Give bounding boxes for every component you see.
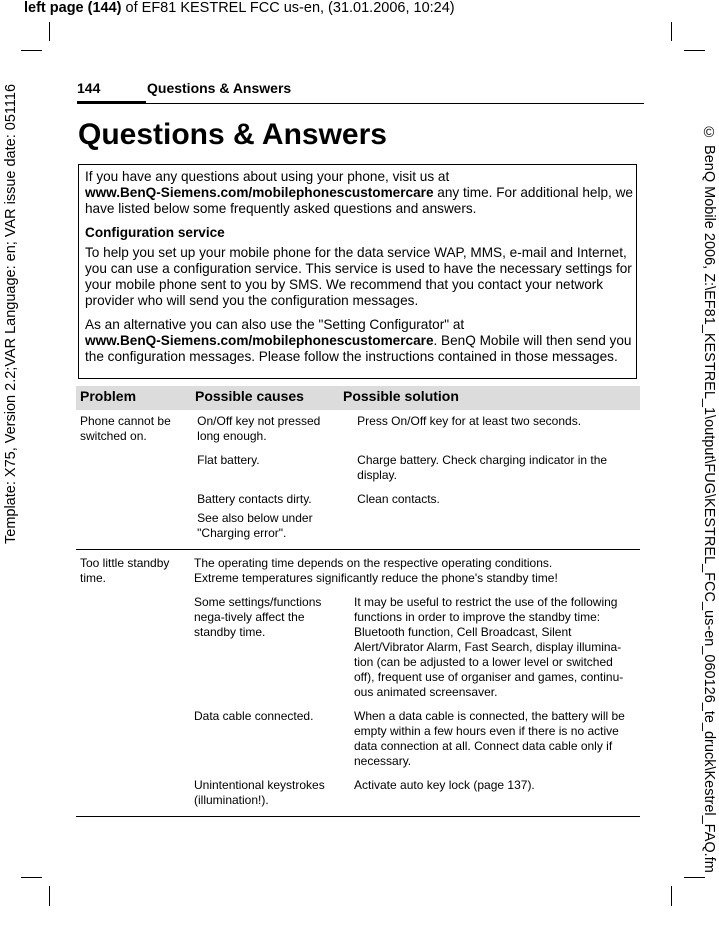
configurator-text: As an alternative you can also use the "Setting Configurator" at	[85, 317, 465, 332]
cause-cell: Battery contacts dirty.	[197, 492, 312, 506]
table-row	[194, 595, 640, 700]
cause-cell: Data cable connected.	[194, 709, 314, 723]
table-group	[76, 550, 640, 808]
crop-mark	[671, 886, 672, 906]
crop-mark	[49, 22, 50, 41]
intro-text: any time. For additional help, we have listed below some frequently asked questions and answers.	[85, 185, 633, 216]
intro-box	[78, 164, 637, 379]
problem-cell: Too little standby time.	[80, 556, 170, 585]
solution-cell	[351, 511, 637, 541]
operating-note	[194, 556, 640, 586]
crop-mark	[684, 50, 705, 51]
problem-cell: Phone cannot be switched on.	[80, 414, 171, 443]
table-row	[197, 414, 640, 444]
group-rows	[194, 556, 640, 808]
table-header	[76, 386, 640, 410]
table-row	[197, 511, 640, 541]
running-head: Questions & Answers	[147, 80, 292, 96]
intro-text: If you have any questions about using your phone, visit us at	[85, 169, 450, 184]
support-link[interactable]: www.BenQ-Siemens.com/mobilephonescustomercare	[85, 185, 434, 200]
header-causes: Possible causes	[195, 388, 304, 404]
crop-mark	[21, 877, 42, 878]
intro-paragraph	[85, 169, 636, 217]
table-row	[194, 778, 640, 808]
header-solution: Possible solution	[343, 388, 459, 404]
note-line: Extreme temperatures significantly reduce the phone's standby time!	[194, 571, 558, 585]
cause-cell: Flat battery.	[197, 453, 260, 467]
solution-cell: Press On/Off key for at least two seconds.	[357, 414, 582, 428]
print-slug-left: Template: X75, Version 2.2;VAR Language: en; VAR issue date: 051116	[3, 83, 19, 544]
config-service-heading: Configuration service	[85, 225, 225, 240]
crop-mark	[21, 50, 42, 51]
page-number: 144	[77, 80, 101, 96]
crop-mark	[49, 886, 50, 906]
table-row	[197, 453, 640, 483]
cause-cell: Some settings/functions nega-tively affect the standby time.	[194, 595, 322, 639]
header-problem: Problem	[80, 388, 137, 404]
table-row	[194, 709, 640, 769]
page-number-underline	[77, 101, 146, 104]
crop-mark	[671, 22, 672, 41]
config-service-paragraph: To help you set up your mobile phone for the data service WAP, MMS, e-mail and Internet, you can use a configuration service. This service is used to have the necessary settings for your mobile phone sent to you by SMS. We recommend that you contact your network provider who will send you the configuration messages.	[85, 245, 632, 308]
group-divider	[76, 816, 640, 817]
solution-cell: Clean contacts.	[357, 492, 440, 506]
configurator-text: . BenQ Mobile will then send you the configuration messages. Please follow the instructions contained in those messages.	[85, 333, 632, 364]
group-rows	[197, 414, 640, 541]
solution-cell: Activate auto key lock (page 137).	[354, 778, 535, 792]
note-line: The operating time depends on the respective operating conditions.	[194, 556, 553, 570]
cause-cell: Unintentional keystrokes (illumination!).	[194, 778, 325, 807]
table-row	[197, 492, 640, 507]
solution-cell: Charge battery. Check charging indicator in the display.	[357, 453, 608, 482]
table-group	[76, 410, 640, 541]
page-title: Questions & Answers	[78, 118, 387, 151]
faq-table	[76, 386, 640, 817]
solution-cell: When a data cable is connected, the battery will be empty within a few hours even if there is no active data connection at all. Connect data cable only if necessary.	[354, 709, 625, 768]
print-slug-right: © BenQ Mobile 2006, Z:\EF81_KESTREL_1\output\FUG\KESTREL_FCC_us-en_060126_te_druck\Kestrel_FAQ.fm	[701, 125, 717, 873]
cause-cell: On/Off key not pressed long enough.	[197, 414, 321, 443]
print-slug-file-info: of EF81 KESTREL FCC us-en, (31.01.2006, 10:24)	[121, 0, 455, 16]
solution-cell: It may be useful to restrict the use of the following functions in order to improve the standby time: Bluetooth function, Cell Broadcast, Silent Alert/Vibrator Alarm, Fast Search, display illumina-tion (can be adjusted to a lower level or switched off), frequent use of organiser and games, continu-ous animated screensaver.	[354, 595, 624, 699]
configurator-paragraph	[85, 317, 636, 365]
header-rule	[146, 103, 644, 104]
print-slug-top	[24, 0, 455, 16]
page-header	[77, 80, 644, 106]
cause-cell: See also below under "Charging error".	[197, 511, 313, 540]
crop-mark	[684, 877, 705, 878]
configurator-link[interactable]: www.BenQ-Siemens.com/mobilephonescustomercare	[85, 333, 434, 348]
print-slug-page-ref: left page (144)	[24, 0, 122, 16]
